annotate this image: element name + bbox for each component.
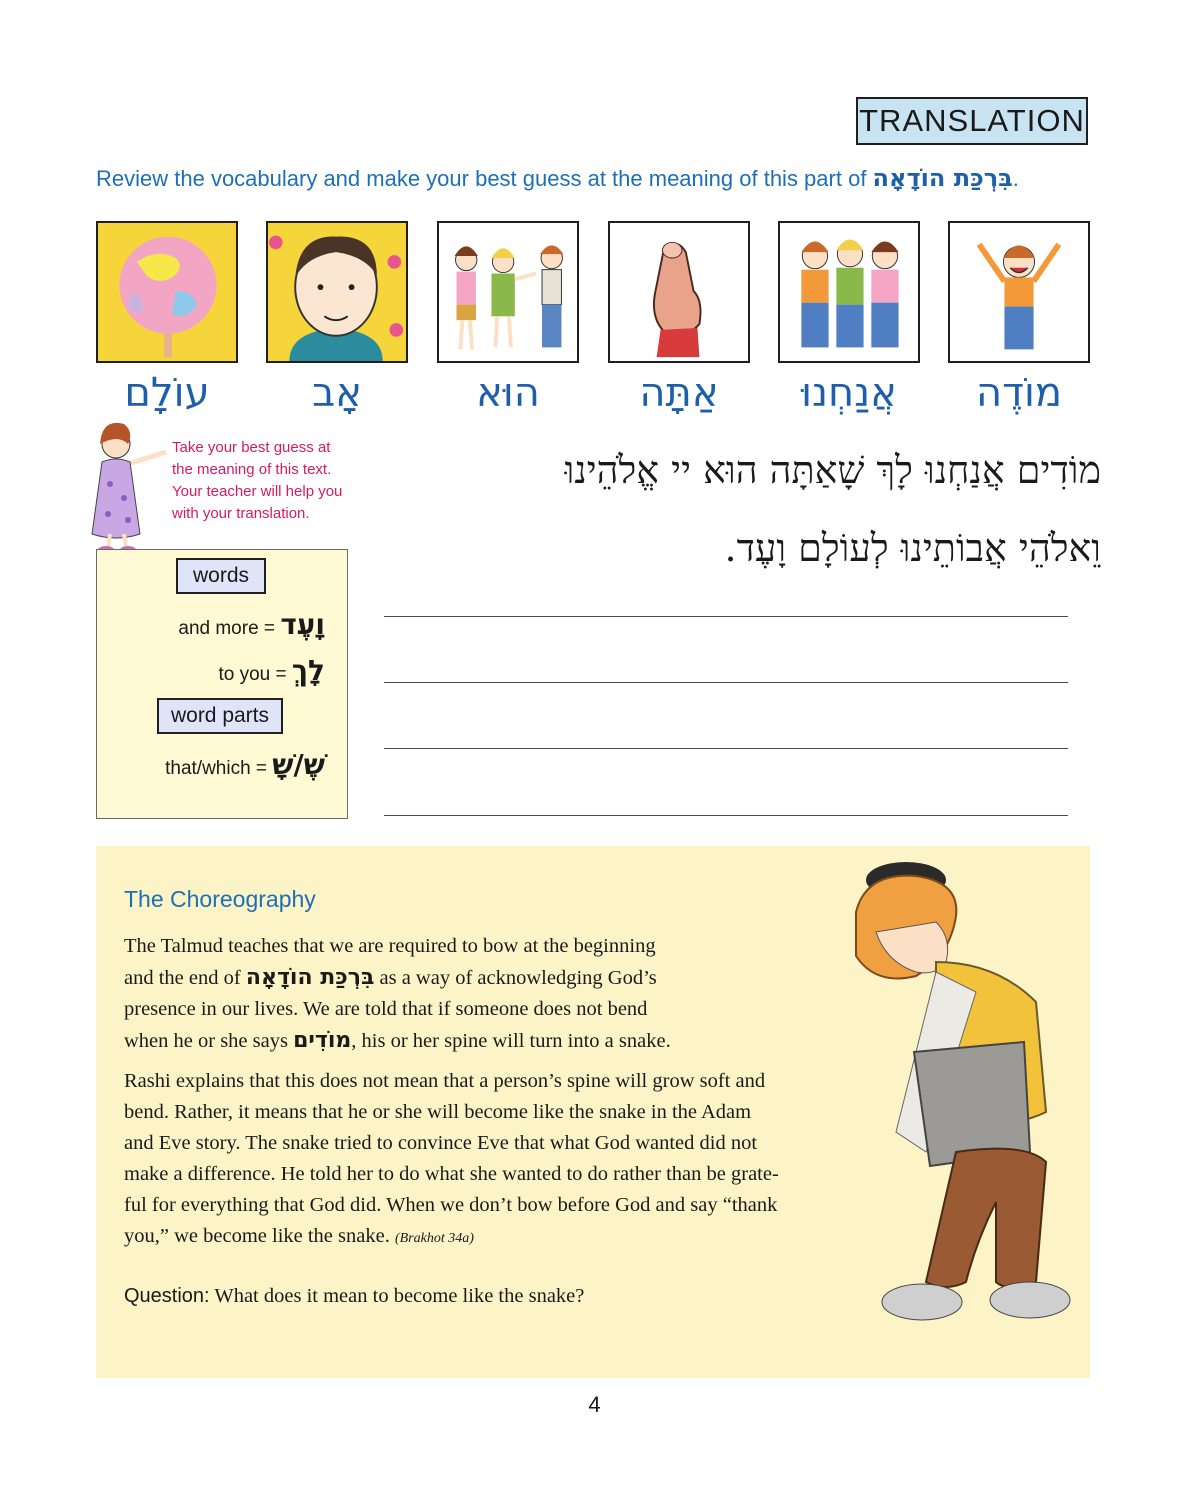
instruction-text-main: Review the vocabulary and make your best guess at the meaning of this part of <box>96 166 873 191</box>
instruction-note <box>172 437 362 525</box>
question-label: Question: <box>124 1285 210 1307</box>
vocab-card-globe <box>96 221 238 363</box>
vocab-card-father <box>266 221 408 363</box>
word-hebrew: לָךְ <box>291 654 325 687</box>
vocab-word-modeh: מוֹדֶה <box>975 370 1063 416</box>
cheering-child-icon <box>950 223 1088 361</box>
citation: (Brakhot 34a) <box>394 1231 474 1246</box>
bowing-boy-illustration <box>836 852 1076 1342</box>
word-part-row <box>165 748 325 781</box>
paragraph-line: bend. Rather, it means that he or she will become like the snake in the Adam <box>124 1101 752 1123</box>
question-line <box>124 1281 584 1312</box>
vocab-word-olam: עוֹלָם <box>124 370 210 416</box>
paragraph-line <box>124 1025 671 1057</box>
note-line: Your teacher will help you <box>172 483 343 500</box>
pointing-children-icon <box>439 223 577 361</box>
paragraph-line: make a difference. He told her to do what she wanted to do rather than be grate- <box>124 1163 779 1185</box>
vocab-word-av: אָב <box>312 370 362 416</box>
paragraph-line: presence in our lives. We are told that if someone does not bend <box>124 998 648 1020</box>
paragraph-line <box>124 1221 779 1254</box>
word-part-hebrew: שֶׁ/שָׁ <box>272 748 325 781</box>
vocab-word-atah: אַתָּה <box>639 370 719 416</box>
choreography-title: The Choreography <box>124 886 316 912</box>
paragraph-line: The Talmud teaches that we are required to bow at the beginning <box>124 935 656 957</box>
question-text: What does it mean to become like the snake? <box>209 1285 585 1307</box>
globe-icon <box>98 223 236 361</box>
section-badge <box>856 97 1088 145</box>
instruction-end: . <box>1012 166 1019 191</box>
vocab-card-group-children <box>778 221 920 363</box>
answer-line[interactable] <box>384 815 1068 816</box>
choreography-paragraph-2 <box>124 1066 779 1254</box>
vocab-word-hu: הוּא <box>476 370 540 416</box>
pointing-hand-icon <box>610 223 748 361</box>
word-part-english: that/which = <box>165 758 268 779</box>
note-line: the meaning of this text. <box>172 461 332 478</box>
hebrew-term: בִּרְכַּת הוֹדָאָה <box>245 965 375 990</box>
hebrew-term: מוֹדִים <box>293 1028 352 1053</box>
page-number: 4 <box>588 1392 601 1417</box>
instruction-text <box>96 164 1096 192</box>
paragraph-text: you,” we become like the snake. <box>124 1225 395 1247</box>
choreography-paragraph-1 <box>124 931 671 1057</box>
words-tag: words <box>176 558 266 594</box>
hebrew-passage-line-1: מוֹדִים אֲנַחְנוּ לָךְ שָׁאַתָּה הוּא יי אֱלֹהֵינוּ <box>564 448 1101 492</box>
answer-line[interactable] <box>384 748 1068 749</box>
word-row <box>178 608 325 641</box>
answer-line[interactable] <box>384 682 1068 683</box>
paragraph-line: ful for everything that God did. When we don’t bow before God and say “thank <box>124 1194 778 1216</box>
vocab-card-cheering-child <box>948 221 1090 363</box>
word-parts-tag: word parts <box>157 698 283 734</box>
teacher-girl-illustration <box>86 418 176 556</box>
note-line: Take your best guess at <box>172 439 331 456</box>
note-line: with your translation. <box>172 505 310 522</box>
vocab-card-pointing-hand <box>608 221 750 363</box>
word-english: to you = <box>218 664 287 685</box>
father-icon <box>268 223 406 361</box>
section-badge-label: TRANSLATION <box>859 103 1085 138</box>
answer-line[interactable] <box>384 616 1068 617</box>
paragraph-line: and Eve story. The snake tried to convince Eve that what God wanted did not <box>124 1132 758 1154</box>
hebrew-passage-line-2: וֵאלֹהֵי אֲבוֹתֵינוּ לְעוֹלָם וָעֶד. <box>724 526 1101 570</box>
paragraph-line <box>124 962 671 994</box>
vocabulary-box <box>96 549 348 819</box>
word-english: and more = <box>178 618 276 639</box>
instruction-hebrew: בִּרְכַּת הוֹדָאָה <box>872 164 1013 192</box>
group-children-icon <box>780 223 918 361</box>
word-row <box>218 654 325 687</box>
word-hebrew: וָעֶד <box>280 608 325 641</box>
paragraph-line: Rashi explains that this does not mean that a person’s spine will grow soft and <box>124 1070 766 1092</box>
paragraph-text: as a way of acknowledging God’s <box>374 967 657 989</box>
paragraph-text: when he or she says <box>124 1030 294 1052</box>
paragraph-text: and the end of <box>124 967 246 989</box>
paragraph-text: , his or her spine will turn into a snake. <box>351 1030 671 1052</box>
vocab-word-anachnu: אֲנַחְנוּ <box>801 370 897 416</box>
vocab-card-pointing-children <box>437 221 579 363</box>
